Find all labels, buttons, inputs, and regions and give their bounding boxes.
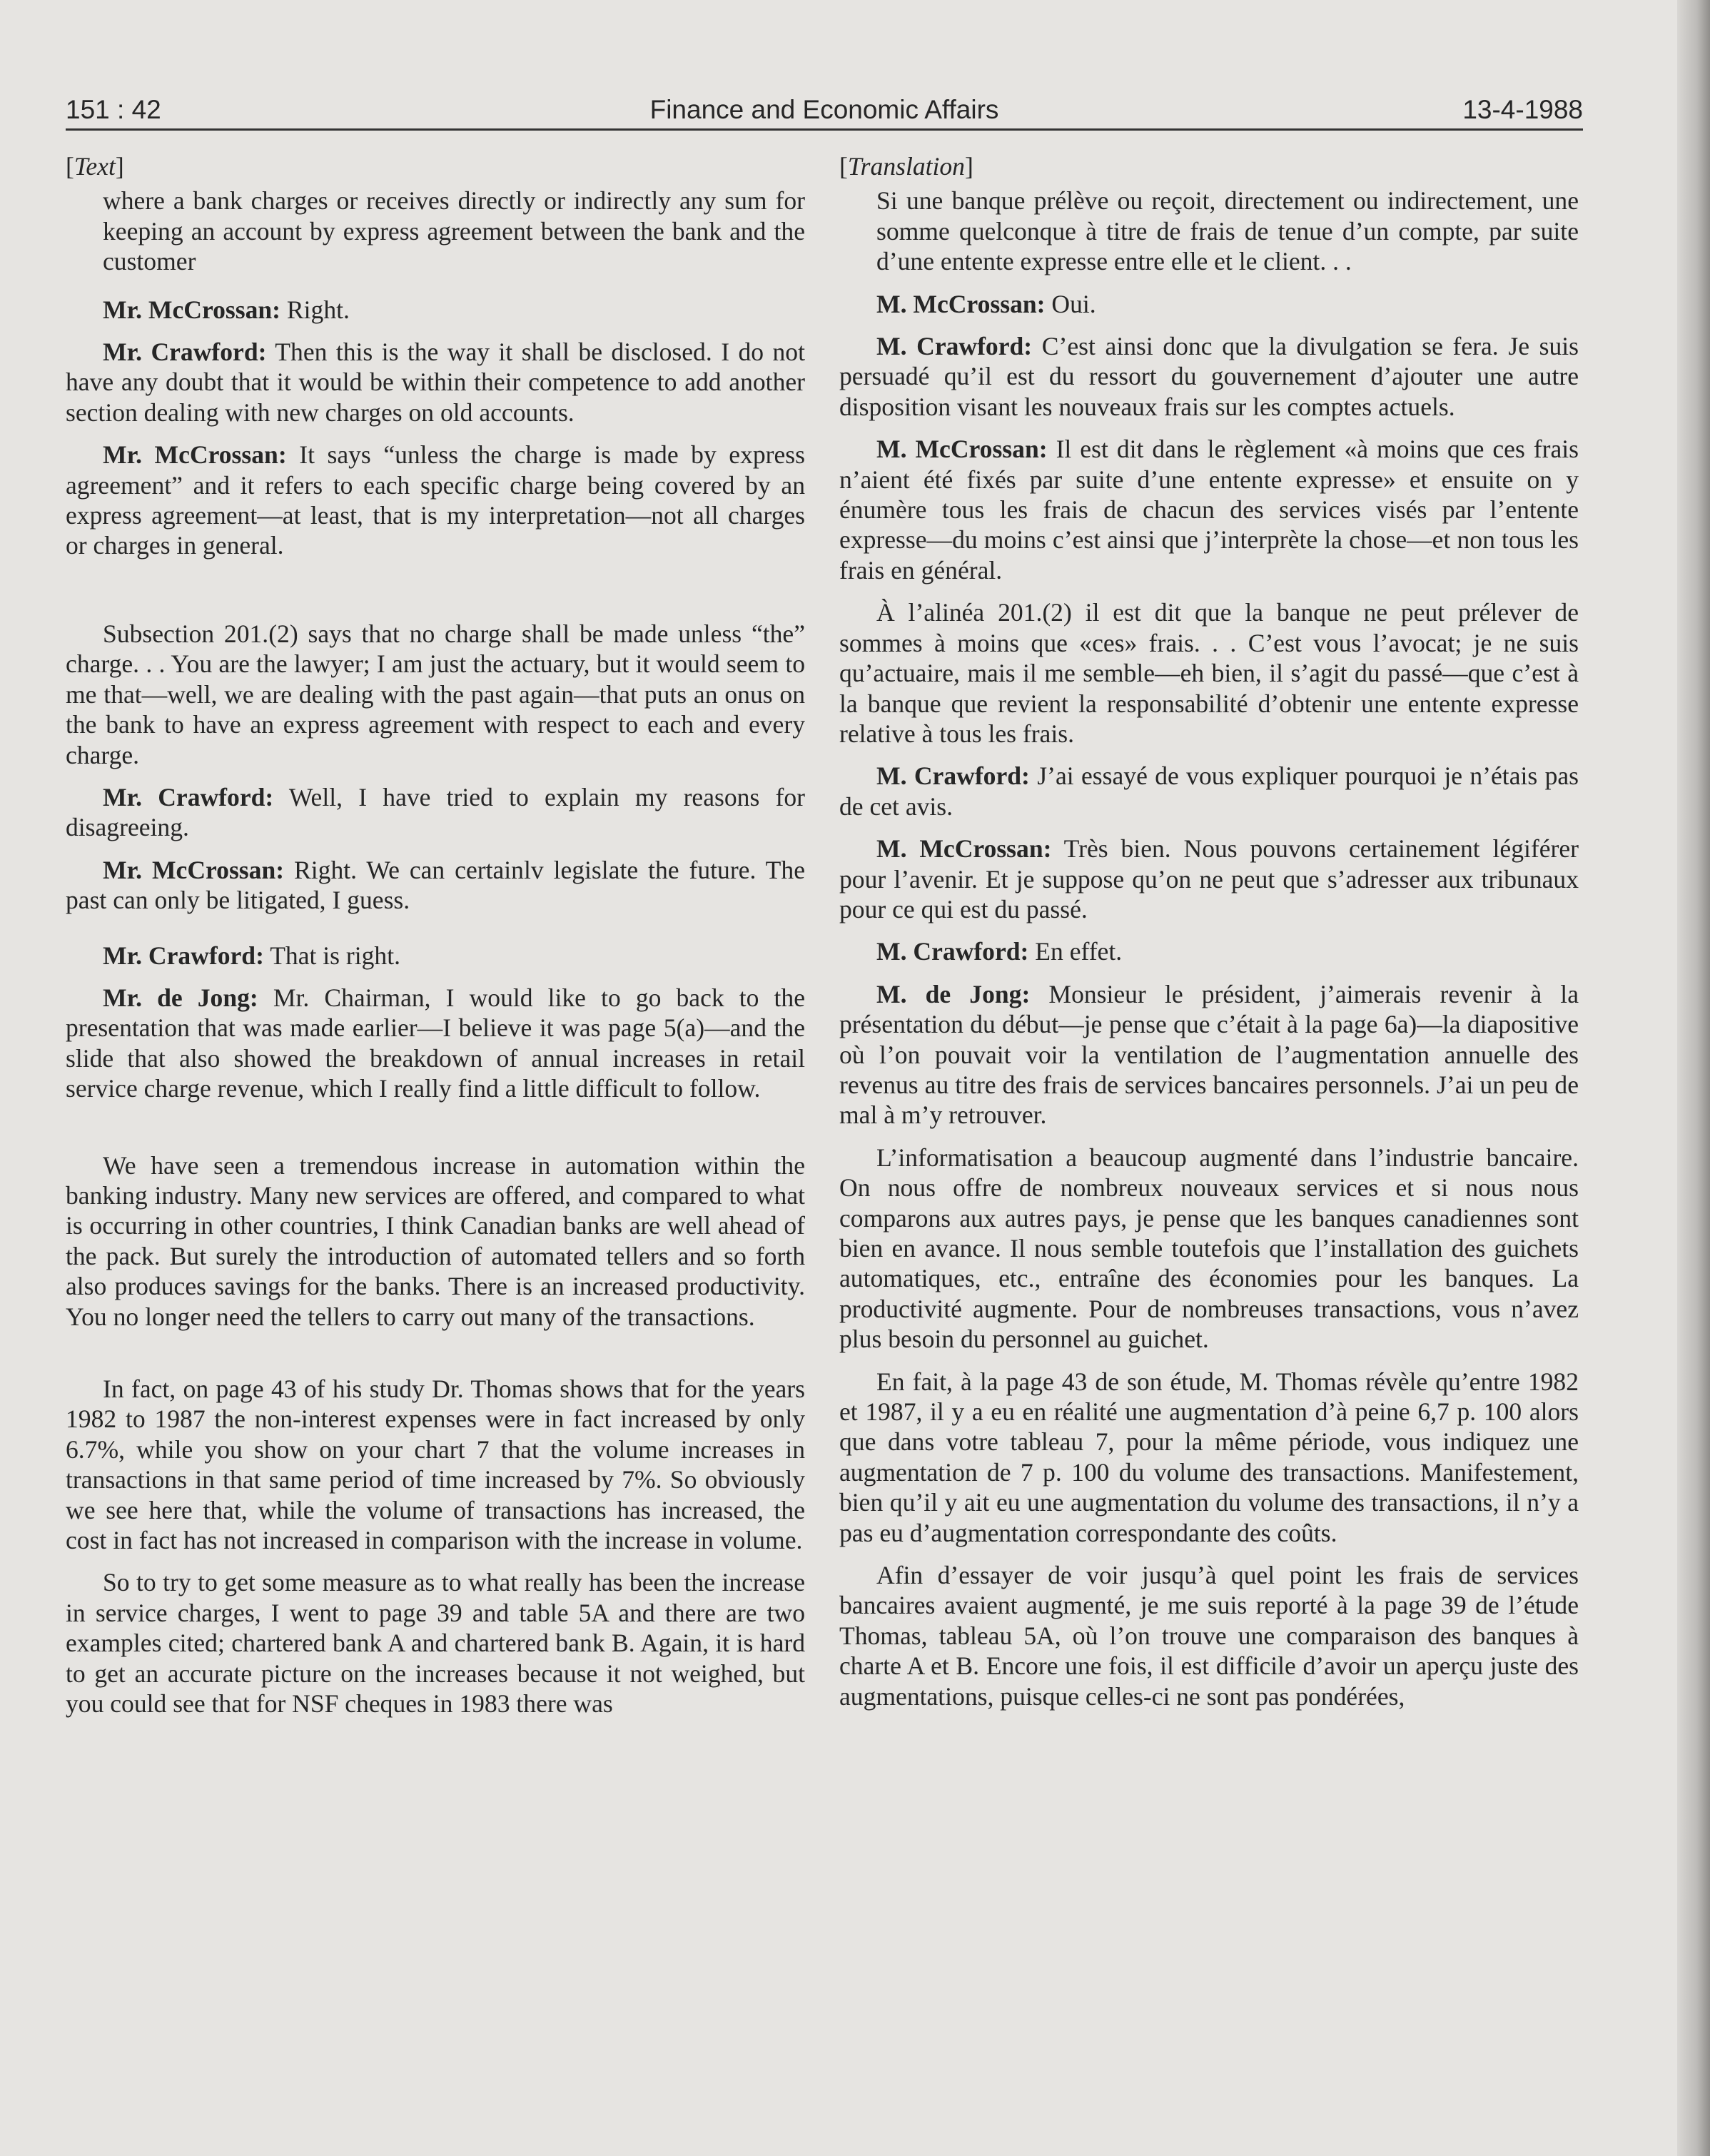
speaker-name: M. McCrossan: — [876, 289, 1046, 318]
paragraph: M. McCrossan: Il est dit dans le règlement «à moins que ces frais n’aient été fixés par suite d’une entente expresse» et ensuite on y énumère tous les frais de chacun des services visés par l’entente expresse—du moins c’est ainsi que j’interprète la chose—et non tous les frais en général. — [839, 435, 1579, 584]
page-date: 13-4-1988 — [1462, 95, 1583, 124]
spacer — [66, 1116, 805, 1150]
paragraph: Mr. McCrossan: It says “unless the charge is made by express agreement” and it refers to each specific charge being covered by an express agreement—at least, that is my interpretation—not all charges or charges in general. — [66, 440, 805, 560]
speaker-name: M. Crawford: — [876, 761, 1030, 791]
speaker-name: Mr. Crawford: — [103, 941, 264, 970]
quoted-regulation: Si une banque prélève ou reçoit, directement ou indirectement, une somme quelconque à titre de frais de tenue d’un compte, par suite d’une entente expresse entre elle et le client. . . — [876, 186, 1579, 276]
page-header — [66, 90, 1583, 130]
paragraph: M. Crawford: J’ai essayé de vous expliquer pourquoi je n’étais pas de cet avis. — [839, 761, 1579, 821]
speaker-name: Mr. Crawford: — [103, 338, 267, 367]
paragraph: M. McCrossan: Oui. — [876, 289, 1096, 318]
speaker-name: M. McCrossan: — [876, 834, 1052, 864]
speaker-name: Mr. de Jong: — [103, 983, 258, 1012]
paragraph: M. Crawford: C’est ainsi donc que la divulgation se fera. Je suis persuadé qu’il est du ressort du gouvernement d’ajouter une autre disposition visant les nouveaux frais sur les comptes actuels. — [839, 332, 1579, 421]
paragraph: Afin d’essayer de voir jusqu’à quel point les frais de services bancaires avaient augmenté, je me suis reporté à la page 39 de l’étude Thomas, tableau 5A, où l’on trouve une comparaison des banques à charte A et B. Encore une fois, il est difficile d’avoir un aperçu juste des augmentations, puisque celles-ci ne sont pas pondérées, — [839, 1561, 1579, 1711]
paragraph: L’informatisation a beaucoup augmenté dans l’industrie bancaire. On nous offre de nombreux nouveaux services et si nous nous comparons aux autres pays, je pense que les banques canadiennes sont bien en avance. Il nous semble toutefois que l’installation des guichets automatiques, etc., entraîne des économies pour les banques. La productivité augmente. Pour de nombreuses transactions, vous n’avez plus besoin du personnel au guichet. — [839, 1143, 1579, 1354]
speaker-name: M. de Jong: — [876, 979, 1031, 1008]
page-title: Finance and Economic Affairs — [649, 95, 999, 124]
page-number: 151 : 42 — [66, 95, 161, 124]
paragraph: M. de Jong: Monsieur le président, j’aimerais revenir à la présentation du début—je pense que c’était à la page 6a)—la diapositive où l’on pouvait voir la ventilation de l’augmentation annuelle des revenus au titre des frais de services bancaires personnels. J’ai un peu de mal à m’y retrouver. — [839, 979, 1579, 1130]
english-column — [66, 151, 805, 2078]
paragraph: En fait, à la page 43 de son étude, M. Thomas révèle qu’entre 1982 et 1987, il y a eu en réalité une augmentation d’à peine 6,7 p. 100 alors que dans votre tableau 7, pour la même période, vous indiquez une augmentation de 7 p. 100 du volume des transactions. Manifestement, bien qu’il y ait eu une augmentation du volume des transactions, il n’y a pas eu d’augmentation correspondante des coûts. — [839, 1367, 1579, 1547]
column-label-text: [Text] — [66, 152, 124, 181]
page-edge-shadow — [1677, 0, 1710, 2156]
spacer — [66, 289, 805, 295]
paragraph: Mr. de Jong: Mr. Chairman, I would like to go back to the presentation that was made earlier—I believe it was page 5(a)—and the slide that also showed the breakdown of annual increases in retail service charge revenue, which I really find a little difficult to follow. — [66, 983, 805, 1103]
column-label-translation: [Translation] — [839, 152, 973, 181]
paragraph: Mr. Crawford: Well, I have tried to explain my reasons for disagreeing. — [66, 782, 805, 842]
speaker-name: M. Crawford: — [876, 937, 1029, 966]
speaker-name: Mr. McCrossan: — [103, 440, 287, 470]
speaker-name: M. McCrossan: — [876, 435, 1048, 464]
french-column — [839, 151, 1579, 2078]
spacer — [66, 928, 805, 941]
paragraph: Mr. McCrossan: Right. We can certainlv legislate the future. The past can only be litigated, I guess. — [66, 855, 805, 915]
speaker-name: Mr. McCrossan: — [103, 855, 285, 884]
paragraph: Mr. McCrossan: Right. — [103, 295, 350, 324]
spacer — [66, 573, 805, 619]
paragraph: M. Crawford: En effet. — [876, 937, 1123, 966]
paragraph: À l’alinéa 201.(2) il est dit que la banque ne peut prélever de sommes à moins que «ces» frais. . . C’est vous l’avocat; je ne suis qu’actuaire, mais il me semble—eh bien, il s’agit du passé—que c’est à la banque que revient la responsabilité d’obtenir une entente expresse relative à tous les frais. — [839, 598, 1579, 748]
header-rule — [66, 128, 1583, 131]
paragraph: Mr. Crawford: That is right. — [103, 941, 400, 970]
quoted-regulation: where a bank charges or receives directly or indirectly any sum for keeping an account by express agreement between the bank and the customer — [103, 186, 805, 276]
paragraph: Mr. Crawford: Then this is the way it shall be disclosed. I do not have any doubt that it would be within their competence to add another section dealing with new charges on old accounts. — [66, 338, 805, 427]
spacer — [66, 1344, 805, 1374]
paragraph: M. McCrossan: Très bien. Nous pouvons certainement légiférer pour l’avenir. Et je suppose qu’on ne peut que s’adresser aux tribunaux pour ce qui est du passé. — [839, 834, 1579, 923]
speaker-name: Mr. Crawford: — [103, 782, 274, 811]
paragraph: We have seen a tremendous increase in automation within the banking industry. Many new services are offered, and compared to what is occurring in other countries, I think Canadian banks are well ahead of the pack. But surely the introduction of automated tellers and so forth also produces savings for the banks. There is an increased productivity. You no longer need the tellers to carry out many of the transactions. — [66, 1150, 805, 1331]
paragraph: Subsection 201.(2) says that no charge shall be made unless “the” charge. . . You are the lawyer; I am just the actuary, but it would seem to me that—well, we are dealing with the past again—that puts an onus on the bank to have an express agreement with respect to each and every charge. — [66, 619, 805, 769]
speaker-name: M. Crawford: — [876, 332, 1033, 361]
speaker-name: Mr. McCrossan: — [103, 295, 281, 324]
paragraph: So to try to get some measure as to what really has been the increase in service charges, I went to page 39 and table 5A and there are two examples cited; chartered bank A and chartered bank B. Again, it is hard to get an accurate picture on the increases because it not weighed, but you could see that for NSF cheques in 1983 there was — [66, 1568, 805, 1719]
paragraph: In fact, on page 43 of his study Dr. Thomas shows that for the years 1982 to 1987 the non-interest expenses were in fact increased by only 6.7%, while you show on your chart 7 that the volume increases in transactions in that same period of time increased by 7%. So obviously we see here that, while the volume of transactions has increased, the cost in fact has not increased in comparison with the increase in volume. — [66, 1375, 805, 1555]
